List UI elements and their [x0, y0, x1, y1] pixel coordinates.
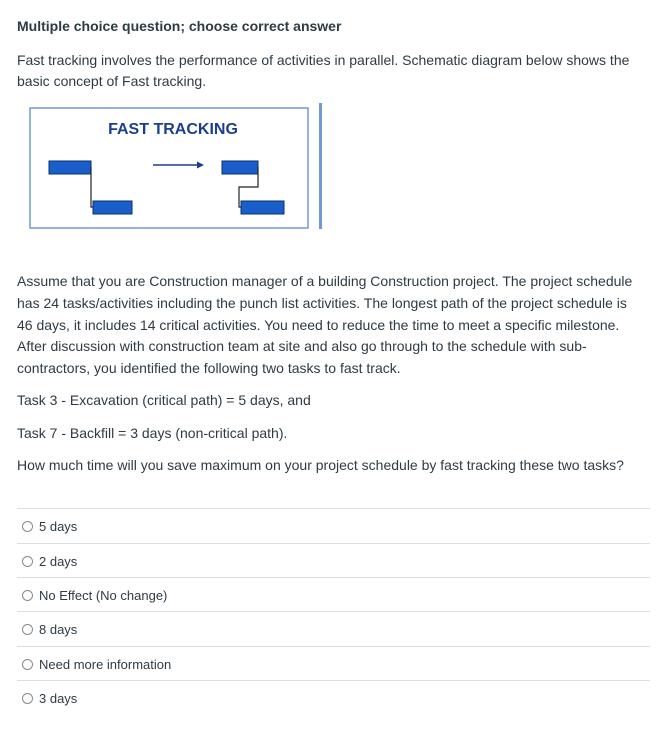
left-task-bar-1: [49, 161, 91, 174]
radio-button-icon[interactable]: [22, 693, 33, 704]
radio-button-icon[interactable]: [22, 659, 33, 670]
option-label: No Effect (No change): [39, 587, 168, 603]
diagram-side-border: [319, 103, 322, 229]
radio-button-icon[interactable]: [22, 624, 33, 635]
answer-option[interactable]: [17, 577, 650, 612]
option-label: 3 days: [39, 690, 78, 706]
body-line-5: contractors, you identified the following two tasks to fast track.: [17, 360, 401, 376]
body-line-2: has 24 tasks/activities including the punch list activities. The longest path of the project schedule is: [17, 295, 627, 311]
answer-option[interactable]: [17, 680, 650, 715]
intro-line-1: Fast tracking involves the performance of activities in parallel. Schematic diagram below shows the: [17, 52, 630, 68]
right-task-bar-2: [241, 201, 284, 214]
radio-button-icon[interactable]: [22, 556, 33, 567]
task-7-text: Task 7 - Backfill = 3 days (non-critical path).: [17, 425, 288, 441]
body-line-3: 46 days, it includes 14 critical activities. You need to reduce the time to meet a specific milestone.: [17, 317, 620, 333]
radio-button-icon[interactable]: [22, 521, 33, 532]
answer-option[interactable]: [17, 508, 650, 543]
answer-option[interactable]: [17, 646, 650, 681]
option-label: Need more information: [39, 656, 172, 672]
option-label: 2 days: [39, 553, 78, 569]
question-heading: Multiple choice question; choose correct answer: [17, 18, 342, 34]
question-prompt: How much time will you save maximum on your project schedule by fast tracking these two tasks?: [17, 457, 624, 473]
body-line-4: After discussion with construction team at site and also go through to the schedule with sub-: [17, 338, 587, 354]
option-label: 8 days: [39, 621, 78, 637]
option-label: 5 days: [39, 518, 78, 534]
task-3-text: Task 3 - Excavation (critical path) = 5 days, and: [17, 392, 311, 408]
radio-button-icon[interactable]: [22, 590, 33, 601]
intro-line-2: basic concept of Fast tracking.: [17, 73, 207, 89]
diagram-title: FAST TRACKING: [108, 121, 238, 138]
body-line-1: Assume that you are Construction manager of a building Construction project. The project schedule: [17, 273, 633, 289]
left-task-bar-2: [93, 201, 132, 214]
fast-tracking-diagram: [17, 103, 325, 229]
answer-option[interactable]: [17, 543, 650, 578]
right-task-bar-1: [222, 161, 258, 174]
answer-option[interactable]: [17, 611, 650, 646]
